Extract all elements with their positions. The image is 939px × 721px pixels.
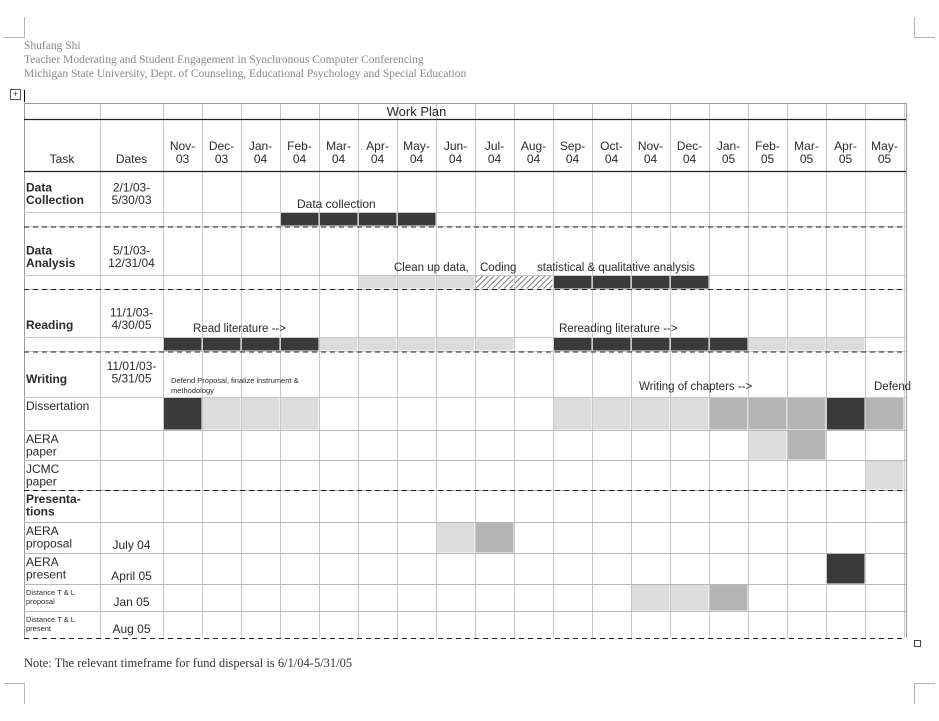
schedule-bar-cell — [437, 523, 475, 553]
move-cross-icon[interactable]: + — [10, 89, 21, 100]
schedule-bar-cell — [554, 398, 592, 430]
schedule-bar-cell — [632, 585, 670, 611]
schedule-bar-cell — [632, 276, 670, 289]
month-header: 04 — [682, 152, 697, 166]
schedule-bar-cell — [398, 338, 436, 351]
month-header: Jun- — [443, 139, 468, 153]
month-header: Nov- — [637, 139, 664, 153]
schedule-bar-cell — [866, 398, 904, 430]
activity-label: Rereading literature --> — [559, 323, 678, 335]
schedule-bar-cell — [749, 338, 787, 351]
month-header: 04 — [253, 152, 268, 166]
month-header: Aug- — [520, 139, 547, 153]
month-header: 05 — [877, 152, 892, 166]
author-name: Shufang Shi — [24, 40, 81, 52]
task-label: Reading — [26, 318, 74, 332]
month-header: 04 — [448, 152, 463, 166]
schedule-bar-cell — [281, 338, 319, 351]
task-dates: 5/30/03 — [111, 193, 152, 207]
month-header: Jan- — [248, 139, 273, 153]
activity-label: Coding — [480, 262, 517, 274]
task-dates: July 04 — [112, 538, 151, 552]
task-label: Distance T & L — [26, 615, 75, 624]
task-label: AERA — [26, 524, 59, 538]
schedule-bar-cell — [593, 276, 631, 289]
activity-label: methodology — [171, 386, 214, 395]
task-label: AERA — [26, 555, 59, 569]
task-label: JCMC — [26, 462, 60, 476]
schedule-bar-cell — [515, 276, 553, 289]
schedule-bar-cell — [749, 398, 787, 430]
schedule-bar-cell — [827, 554, 865, 584]
month-header: May- — [871, 139, 898, 153]
schedule-bar-cell — [710, 338, 748, 351]
month-header: 03 — [175, 152, 190, 166]
month-header: Dec- — [676, 139, 703, 153]
schedule-bar-cell — [242, 398, 280, 430]
task-label: Distance T & L — [26, 588, 75, 597]
schedule-bar-cell — [593, 398, 631, 430]
task-label: Dissertation — [26, 399, 90, 413]
schedule-bar-cell — [281, 398, 319, 430]
task-dates: 12/31/04 — [108, 256, 155, 270]
month-header: Jan- — [716, 139, 741, 153]
project-title: Teacher Moderating and Student Engagement in Synchronous Computer Conferencing — [24, 54, 424, 66]
task-dates: April 05 — [111, 569, 152, 583]
task-label: paper — [26, 444, 57, 459]
activity-label: Data collection — [297, 197, 376, 211]
task-label: proposal — [26, 597, 55, 606]
month-header: Feb- — [755, 139, 780, 153]
task-label: Data — [26, 243, 53, 258]
funding-note: Note: The relevant timeframe for fund dispersal is 6/1/04-5/31/05 — [24, 656, 353, 670]
schedule-bar-cell — [671, 585, 709, 611]
schedule-bar-cell — [554, 338, 592, 351]
month-header: 05 — [721, 152, 736, 166]
month-header: 03 — [214, 152, 229, 166]
month-header: Mar- — [326, 139, 351, 153]
schedule-bar-cell — [476, 338, 514, 351]
month-header: 04 — [487, 152, 502, 166]
task-label: Data — [26, 180, 53, 195]
month-header: 04 — [604, 152, 619, 166]
schedule-bar-cell — [359, 276, 397, 289]
month-header: 04 — [292, 152, 307, 166]
task-label: tions — [26, 504, 55, 519]
schedule-bar-cell — [320, 213, 358, 226]
month-header: 04 — [526, 152, 541, 166]
month-header: Oct- — [600, 139, 623, 153]
task-dates: 11/1/03- — [109, 305, 154, 320]
schedule-bar-cell — [398, 276, 436, 289]
task-label: present — [26, 624, 52, 633]
schedule-bar-cell — [554, 276, 592, 289]
schedule-bar-cell — [203, 338, 241, 351]
month-header: May- — [403, 139, 430, 153]
schedule-bar-cell — [827, 338, 865, 351]
schedule-bar-cell — [827, 398, 865, 430]
activity-label: statistical & qualitative analysis — [537, 262, 695, 274]
task-label: present — [26, 567, 67, 582]
month-header: 04 — [643, 152, 658, 166]
month-header: 04 — [565, 152, 580, 166]
task-label: Analysis — [26, 256, 76, 270]
work-plan-title: Work Plan — [386, 104, 447, 119]
task-label: AERA — [26, 432, 59, 446]
table-resize-handle[interactable] — [914, 640, 921, 647]
month-header: Nov- — [169, 139, 196, 153]
schedule-bar-cell — [164, 338, 202, 351]
month-header: Apr- — [834, 139, 857, 153]
task-dates: Aug 05 — [112, 622, 151, 636]
schedule-bar-cell — [320, 338, 358, 351]
month-header: Feb- — [287, 139, 312, 153]
schedule-bar-cell — [632, 338, 670, 351]
month-header: Dec- — [208, 139, 235, 153]
schedule-bar-cell — [671, 398, 709, 430]
activity-label: Clean up data, — [394, 262, 469, 274]
activity-label: Writing of chapters --> — [639, 381, 753, 393]
task-dates: 11/01/03- — [106, 359, 157, 373]
task-dates: 5/31/05 — [111, 371, 152, 386]
month-header: 04 — [409, 152, 424, 166]
task-dates: 2/1/03- — [112, 180, 151, 195]
task-label: proposal — [26, 536, 73, 551]
task-dates: Jan 05 — [113, 595, 150, 609]
schedule-bar-cell — [749, 431, 787, 460]
activity-label: Defend Proposal, finalize instrument & — [171, 376, 299, 385]
schedule-bar-cell — [437, 338, 475, 351]
task-dates: 5/1/03- — [112, 243, 151, 258]
schedule-bar-cell — [710, 585, 748, 611]
schedule-bar-cell — [242, 338, 280, 351]
schedule-bar-cell — [788, 431, 826, 460]
schedule-bar-cell — [359, 338, 397, 351]
schedule-bar-cell — [671, 338, 709, 351]
affiliation: Michigan State University, Dept. of Counseling, Educational Psychology and Special Education — [24, 68, 467, 80]
month-header: Apr- — [366, 139, 389, 153]
schedule-bar-cell — [710, 398, 748, 430]
schedule-bar-cell — [476, 276, 514, 289]
task-label: Writing — [26, 372, 68, 386]
schedule-bar-cell — [281, 213, 319, 226]
task-label: Collection — [26, 193, 85, 207]
schedule-bar-cell — [437, 276, 475, 289]
schedule-bar-cell — [671, 276, 709, 289]
schedule-bar-cell — [398, 213, 436, 226]
task-dates: 4/30/05 — [111, 318, 152, 332]
schedule-bar-cell — [203, 398, 241, 430]
schedule-bar-cell — [788, 338, 826, 351]
month-header: 04 — [370, 152, 385, 166]
month-header: 04 — [331, 152, 346, 166]
month-header: Mar- — [794, 139, 819, 153]
schedule-bar-cell — [164, 398, 202, 430]
column-header-dates: Dates — [115, 152, 148, 166]
schedule-bar-cell — [476, 523, 514, 553]
activity-label: Defend — [874, 381, 912, 393]
month-header: Sep- — [559, 139, 586, 153]
task-label: paper — [26, 474, 57, 489]
schedule-bar-cell — [788, 398, 826, 430]
month-header: Jul- — [484, 139, 505, 153]
schedule-bar-cell — [359, 213, 397, 226]
schedule-bar-cell — [593, 338, 631, 351]
month-header: 05 — [838, 152, 853, 166]
month-header: 05 — [799, 152, 814, 166]
task-label: Presenta- — [26, 492, 81, 506]
activity-label: Read literature --> — [193, 323, 286, 335]
schedule-bar-cell — [632, 398, 670, 430]
column-header-task: Task — [49, 152, 75, 166]
schedule-bar-cell — [866, 461, 904, 490]
month-header: 05 — [760, 152, 775, 166]
